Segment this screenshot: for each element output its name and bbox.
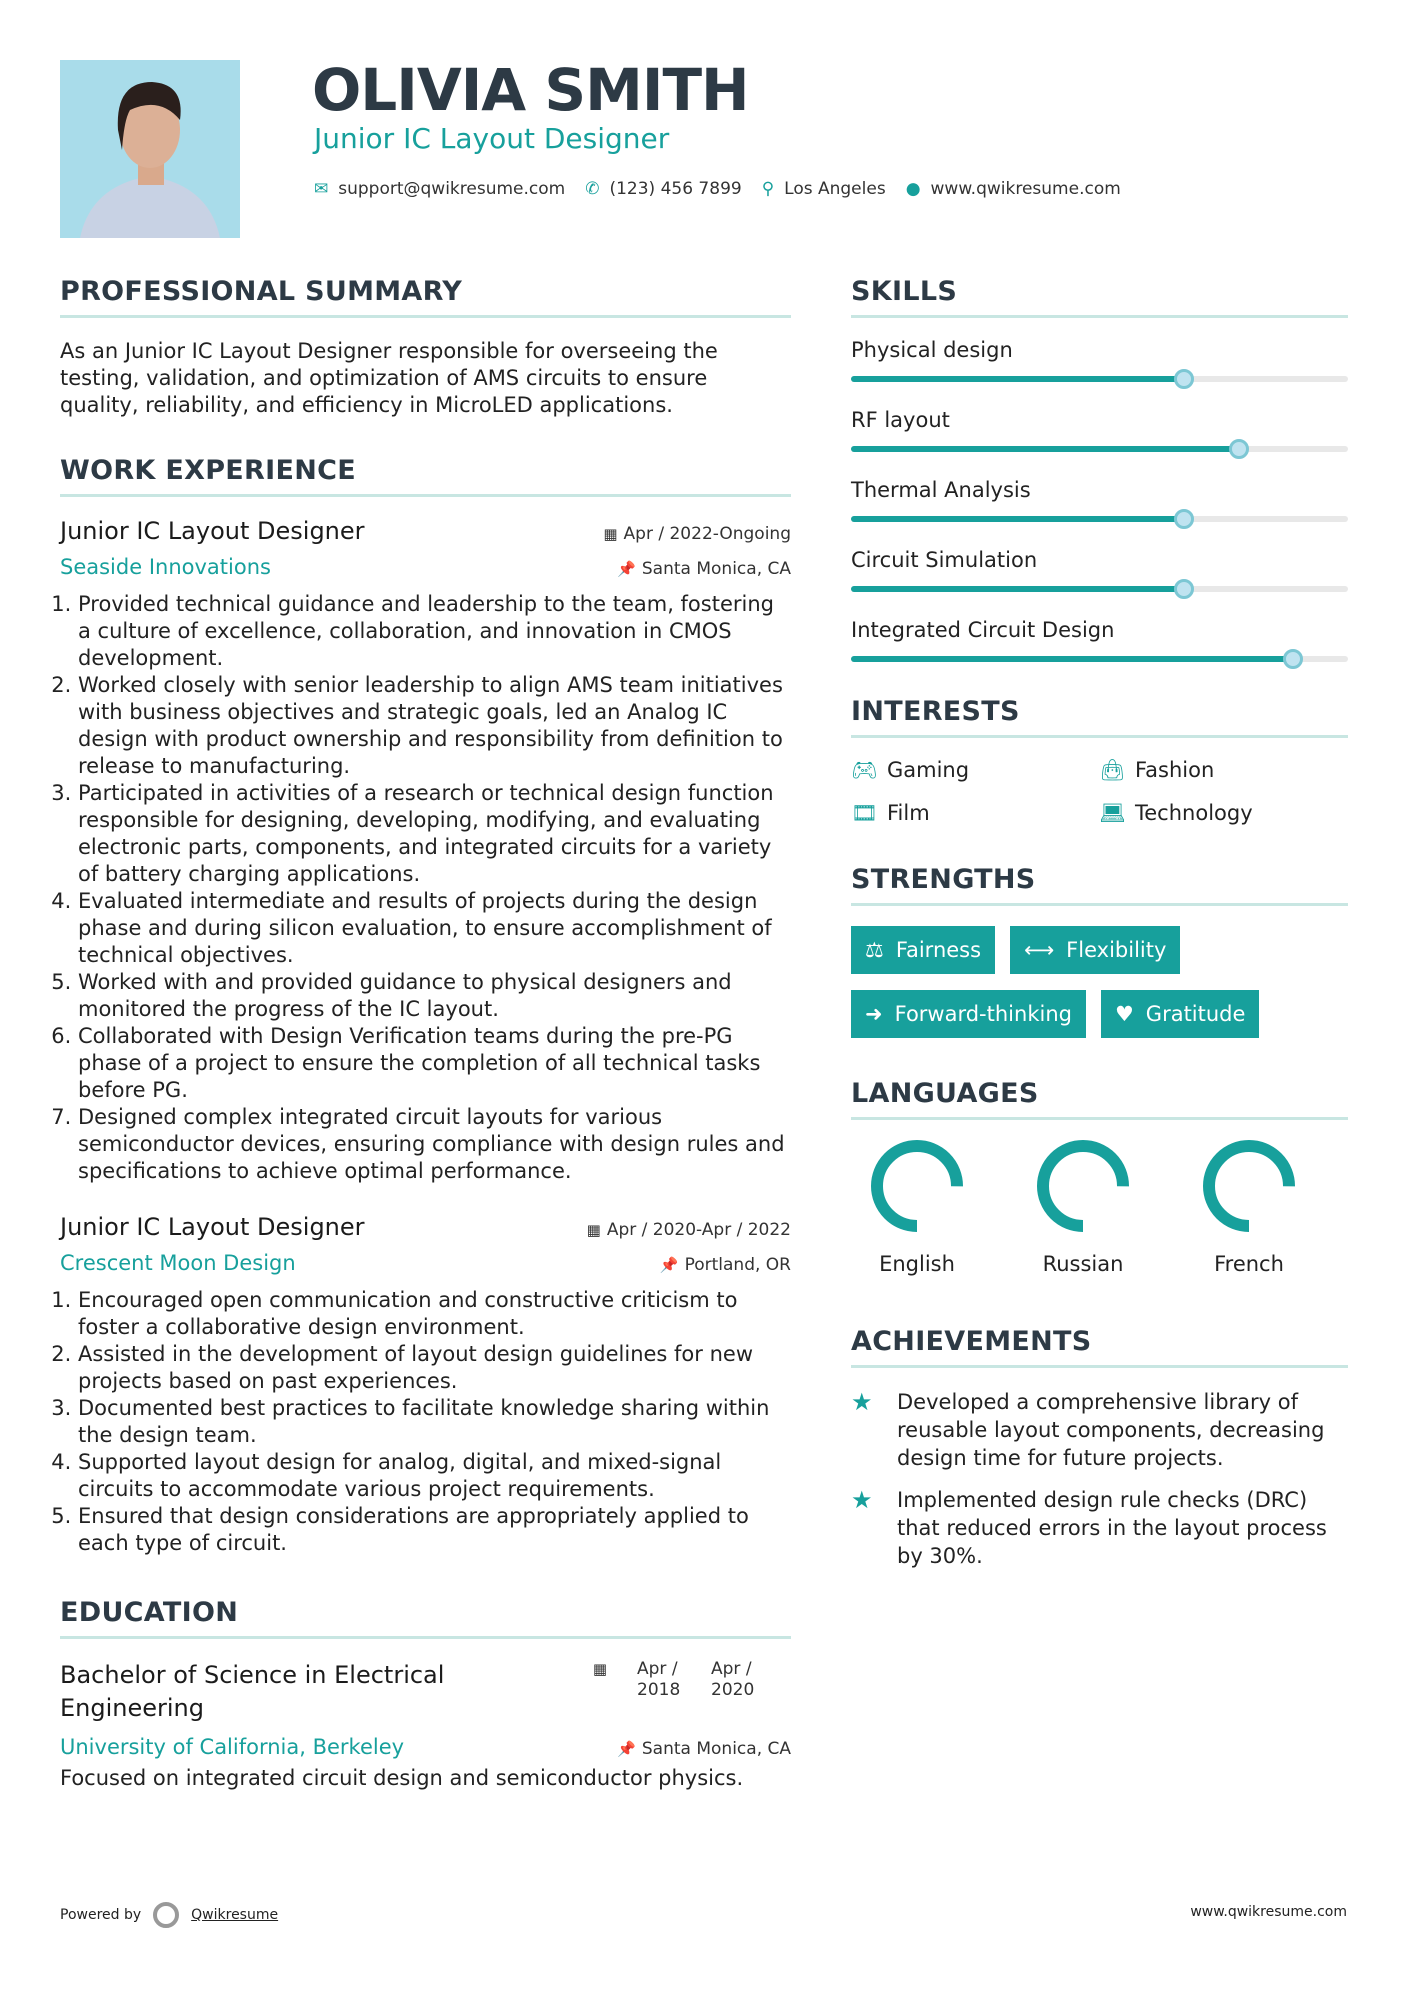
skill-bar — [851, 376, 1348, 382]
job-duties — [60, 1287, 791, 1557]
job-date — [603, 524, 791, 544]
interest-label: Technology — [1135, 801, 1253, 825]
footer-website[interactable]: www.qwikresume.com — [1190, 1904, 1347, 1920]
duty-item: 6. Collaborated with Design Verification teams during the pre-PG phase of a project to ensure the completion of all technical tasks before PG. — [78, 1023, 791, 1104]
strengths-heading: STRENGTHS — [851, 864, 1348, 906]
job-location-text: Portland, OR — [684, 1255, 791, 1275]
pin-icon: 📌 — [617, 1740, 636, 1758]
language-ring — [1203, 1140, 1295, 1232]
website-link[interactable]: www.qwikresume.com — [930, 179, 1121, 199]
duty-item: 1. Provided technical guidance and leadership to the team, fostering a culture of excellence, collaboration, and innovation in CMOS development. — [78, 591, 791, 672]
interest-item — [1099, 801, 1347, 826]
language-ring-arc — [1043, 1146, 1123, 1226]
skill-bar-knob — [1283, 649, 1303, 669]
strengths-list — [851, 926, 1348, 1038]
calendar-icon: ▦ — [603, 525, 618, 543]
skill-bar-knob — [1174, 509, 1194, 529]
phone-text: (123) 456 7899 — [609, 179, 742, 199]
powered-by-label: Powered by — [60, 1907, 142, 1923]
job-location — [617, 559, 791, 579]
skill-item — [851, 478, 1348, 522]
job-header — [60, 517, 791, 545]
summary-text: As an Junior IC Layout Designer responsible for overseeing the testing, validation, and optimization of AMS circuits to ensure quality, reliability, and efficiency in MicroLED applications. — [60, 339, 718, 417]
interest-item — [1099, 758, 1347, 783]
right-column — [851, 276, 1348, 1584]
left-column — [60, 276, 791, 1792]
duty-item: 2. Worked closely with senior leadership to align AMS team initiatives with business objectives and strategic goals, led an Analog IC design with product ownership and responsibility from definition to release to manufacturing. — [78, 672, 791, 780]
duty-item: 5. Worked with and provided guidance to physical designers and monitored the progress of the IC layout. — [78, 969, 791, 1023]
skill-bar-fill — [851, 586, 1184, 592]
skill-bar-knob — [1174, 369, 1194, 389]
calendar-icon: ▦ — [592, 1660, 607, 1678]
company-name: Crescent Moon Design — [60, 1251, 296, 1275]
arrow-right-icon: ➜ — [865, 1002, 883, 1026]
duty-item: 2. Assisted in the development of layout design guidelines for new projects based on past experiences. — [78, 1341, 791, 1395]
map-marker-icon: ⚲ — [761, 179, 775, 199]
strength-badge — [1010, 926, 1180, 974]
job-date-text: Apr / 2020-Apr / 2022 — [606, 1220, 791, 1240]
interests-list — [851, 758, 1348, 826]
pin-icon: 📌 — [659, 1256, 679, 1274]
interest-label: Fashion — [1135, 758, 1215, 782]
interest-item — [851, 801, 1099, 826]
balance-scale-icon: ⚖ — [865, 938, 884, 962]
education-entry — [60, 1659, 791, 1792]
skill-item — [851, 548, 1348, 592]
skill-bar-fill — [851, 516, 1184, 522]
candidate-title: Junior IC Layout Designer — [314, 122, 670, 155]
interest-label: Film — [887, 801, 930, 825]
laptop-icon: 💻︎ — [1099, 801, 1126, 825]
languages-list — [857, 1140, 1348, 1276]
shopping-bag-icon: 👜︎ — [1099, 758, 1126, 782]
skill-name: Physical design — [851, 338, 1013, 362]
duty-item: 4. Supported layout design for analog, digital, and mixed-signal circuits to accommodate various project requirements. — [78, 1449, 791, 1503]
skill-name: Thermal Analysis — [851, 478, 1031, 502]
phone-icon: ✆ — [585, 179, 600, 199]
footer-powered-by — [60, 1902, 278, 1928]
star-icon: ★ — [851, 1388, 873, 1416]
skill-bar-knob — [1174, 579, 1194, 599]
education-location: Santa Monica, CA — [641, 1739, 791, 1759]
language-name: French — [1214, 1252, 1284, 1276]
profile-photo — [60, 60, 240, 238]
achievement-item — [851, 1486, 1348, 1570]
skill-item — [851, 408, 1348, 452]
arrows-h-icon: ⟷ — [1024, 938, 1055, 962]
language-item — [1023, 1140, 1143, 1276]
strength-badge — [851, 990, 1086, 1038]
job-list — [60, 517, 791, 1557]
skill-bar-fill — [851, 446, 1239, 452]
skill-bar — [851, 656, 1348, 662]
duty-item: 7. Designed complex integrated circuit layouts for various semiconductor devices, ensuring compliance with design rules and specifications to achieve optimal performance. — [78, 1104, 791, 1185]
language-ring — [1037, 1140, 1129, 1232]
interest-label: Gaming — [887, 758, 970, 782]
skill-item — [851, 618, 1348, 662]
job-subheader — [60, 545, 791, 579]
skill-name: Integrated Circuit Design — [851, 618, 1115, 642]
strength-label: Forward-thinking — [894, 1002, 1072, 1026]
achievements-heading: ACHIEVEMENTS — [851, 1326, 1348, 1368]
gamepad-icon: 🎮︎ — [851, 758, 878, 782]
education-start-date: Apr / 2018 — [637, 1659, 681, 1700]
contact-bar — [314, 179, 1121, 199]
skill-bar-knob — [1229, 439, 1249, 459]
duty-item: 5. Ensured that design considerations are appropriately applied to each type of circuit. — [78, 1503, 791, 1557]
star-icon: ★ — [851, 1486, 873, 1514]
duty-item: 3. Documented best practices to facilitate knowledge sharing within the design team. — [78, 1395, 791, 1449]
degree-title: Bachelor of Science in Electrical Engineering — [60, 1661, 445, 1722]
skills-list — [851, 338, 1348, 662]
skill-bar — [851, 586, 1348, 592]
skill-name: RF layout — [851, 408, 950, 432]
job-title: Junior IC Layout Designer — [60, 1213, 365, 1241]
languages-heading: LANGUAGES — [851, 1078, 1348, 1120]
job-subheader — [60, 1241, 791, 1275]
film-icon: 🎞︎ — [851, 801, 878, 825]
strength-label: Fairness — [895, 938, 982, 962]
language-ring-arc — [877, 1146, 957, 1226]
skill-name: Circuit Simulation — [851, 548, 1038, 572]
job-date-text: Apr / 2022-Ongoing — [623, 524, 791, 544]
location-text: Los Angeles — [784, 179, 886, 199]
achievements-list — [851, 1388, 1348, 1570]
job-location — [660, 1255, 791, 1275]
duty-item: 3. Participated in activities of a research or technical design function responsible for designing, developing, modifying, and evaluating electronic parts, components, and integrated circuits for a variety of battery charging applications. — [78, 780, 791, 888]
duty-item: 4. Evaluated intermediate and results of projects during the design phase and during silicon evaluation, to ensure accomplishment of technical objectives. — [78, 888, 791, 969]
achievement-item — [851, 1388, 1348, 1472]
strength-label: Gratitude — [1145, 1002, 1246, 1026]
duty-item: 1. Encouraged open communication and constructive criticism to foster a collaborative design environment. — [78, 1287, 791, 1341]
job-title: Junior IC Layout Designer — [60, 517, 365, 545]
job-duties — [60, 591, 791, 1185]
skill-bar — [851, 516, 1348, 522]
strength-badge — [851, 926, 995, 974]
achievement-text: Developed a comprehensive library of reusable layout components, decreasing design time for future projects. — [897, 1390, 1325, 1470]
skill-bar — [851, 446, 1348, 452]
education-description: Focused on integrated circuit design and semiconductor physics. — [60, 1766, 744, 1790]
company-name: Seaside Innovations — [60, 555, 271, 579]
job-entry — [60, 1213, 791, 1557]
language-item — [1189, 1140, 1309, 1276]
skill-bar-fill — [851, 656, 1293, 662]
education-end-date: Apr / 2020 — [711, 1659, 755, 1700]
envelope-icon: ✉ — [314, 179, 329, 199]
skills-heading: SKILLS — [851, 276, 1348, 318]
interests-heading: INTERESTS — [851, 696, 1348, 738]
candidate-name: OLIVIA SMITH — [312, 56, 749, 124]
summary-heading: PROFESSIONAL SUMMARY — [60, 276, 791, 318]
language-item — [857, 1140, 977, 1276]
heart-icon: ♥ — [1114, 1002, 1134, 1026]
language-ring-arc — [1209, 1146, 1289, 1226]
email-link[interactable]: support@qwikresume.com — [338, 179, 566, 199]
education-heading: EDUCATION — [60, 1597, 791, 1639]
experience-heading: WORK EXPERIENCE — [60, 455, 791, 497]
skill-bar-fill — [851, 376, 1184, 382]
achievement-text: Implemented design rule checks (DRC) that reduced errors in the layout process by 30%. — [897, 1488, 1327, 1568]
strength-badge — [1101, 990, 1259, 1038]
language-name: Russian — [1042, 1252, 1124, 1276]
job-location-text: Santa Monica, CA — [641, 559, 791, 579]
brand-link[interactable]: Qwikresume — [191, 1907, 279, 1923]
language-name: English — [879, 1252, 955, 1276]
globe-icon: ● — [905, 179, 921, 199]
pin-icon: 📌 — [617, 560, 636, 578]
strength-label: Flexibility — [1066, 938, 1167, 962]
school-name: University of California, Berkeley — [60, 1735, 405, 1759]
job-date — [587, 1220, 791, 1240]
skill-item — [851, 338, 1348, 382]
language-ring — [871, 1140, 963, 1232]
job-header — [60, 1213, 791, 1241]
qwikresume-logo-icon — [153, 1902, 179, 1928]
interest-item — [851, 758, 1099, 783]
job-entry — [60, 517, 791, 1185]
calendar-icon: ▦ — [586, 1221, 601, 1239]
